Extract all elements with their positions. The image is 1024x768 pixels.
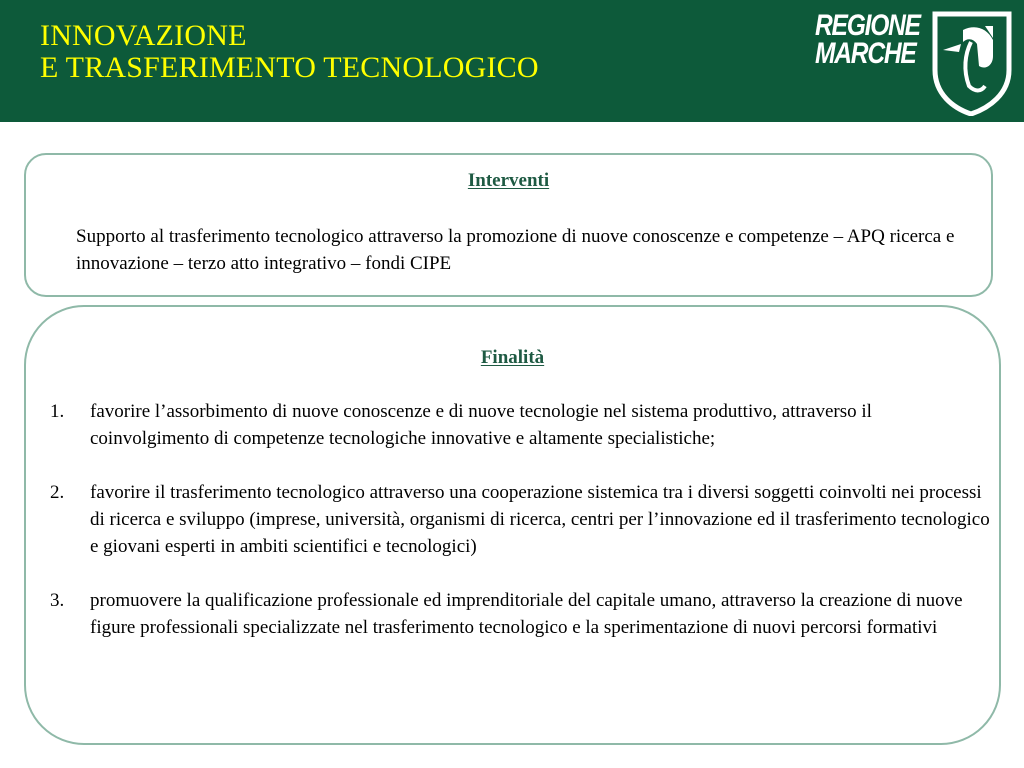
finalita-box [24, 305, 1001, 745]
page-title [40, 20, 539, 84]
interventi-text: Supporto al trasferimento tecnologico attraverso la promozione di nuove conoscenze e competenze – APQ ricerca e innovazione – terzo atto integrativo – fondi CIPE [76, 226, 955, 274]
title-line-1: INNOVAZIONE [40, 19, 247, 52]
regione-marche-logo [815, 8, 1020, 118]
interventi-box [24, 153, 993, 297]
list-item-number: 3. [50, 590, 65, 611]
list-item-number: 2. [50, 482, 65, 503]
list-item-number: 1. [50, 401, 65, 422]
title-line-2: E TRASFERIMENTO TECNOLOGICO [40, 51, 539, 84]
finalita-list [50, 398, 995, 668]
regione-marche-emblem-icon [923, 8, 1015, 116]
finalita-heading: Finalità [480, 347, 545, 368]
list-item-text: favorire il trasferimento tecnologico attraverso una cooperazione sistemica tra i diversi soggetti coinvolti nei processi di ricerca e sviluppo (imprese, università, organismi di ricerca, centri per l’innovazione ed il trasferimento tecnologico e giovani esperti in ambiti scientifici e tecnologici) [90, 482, 990, 557]
logo-wordmark [815, 9, 920, 70]
logo-line-1: REGIONE [815, 9, 920, 42]
list-item-text: promuovere la qualificazione professionale ed imprenditoriale del capitale umano, attraverso la creazione di nuove figure professionali specializzate nel trasferimento tecnologico e la sperimentazione di nuovi percorsi formativi [90, 590, 963, 638]
interventi-heading: Interventi [467, 170, 550, 191]
list-item [50, 398, 995, 452]
list-item-text: favorire l’assorbimento di nuove conoscenze e di nuove tecnologie nel sistema produttivo, attraverso il coinvolgimento di competenze tecnologiche innovative e altamente specialistiche; [90, 401, 872, 449]
list-item [50, 587, 995, 641]
list-item [50, 479, 995, 560]
header-bar [0, 0, 1024, 122]
logo-line-2: MARCHE [815, 37, 916, 70]
